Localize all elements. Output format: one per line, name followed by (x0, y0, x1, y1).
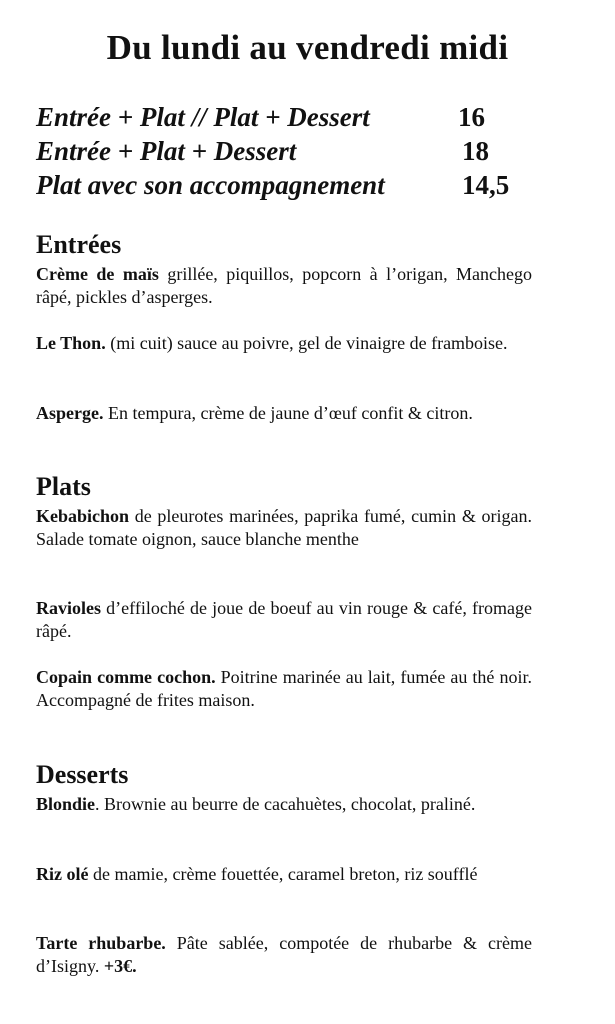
section-desserts (36, 760, 532, 976)
dish-name: Kebabichon (36, 506, 130, 526)
dish-description: de mamie, crème fouettée, caramel breton, riz soufflé (88, 864, 478, 884)
dish-name: Asperge. (36, 403, 104, 423)
dish-name: Crème de maïs (36, 264, 159, 284)
dish-text (36, 505, 532, 551)
section-plats (36, 472, 532, 710)
dish-item (36, 332, 532, 355)
formula-row (36, 100, 576, 134)
section-entrees (36, 230, 532, 423)
dish-name: Copain comme cochon. (36, 667, 216, 687)
formula-row (36, 134, 576, 168)
dish-name: Le Thon. (36, 333, 106, 353)
dish-name: Ravioles (36, 598, 101, 618)
dish-name: Blondie (36, 794, 96, 814)
dish-description: Poitrine marinée au lait, fumée au thé noir. Accompagné de frites maison. (36, 667, 532, 710)
page-title: Du lundi au vendredi midi (106, 28, 509, 67)
dish-item (36, 597, 532, 643)
dish-description: grillée, piquillos, popcorn à l’origan, Manchego râpé, pickles d’asperges. (36, 264, 532, 307)
section-title: Plats (36, 472, 91, 501)
dish-text (36, 863, 532, 886)
dish-description: de pleurotes marinées, paprika fumé, cumin & origan. Salade tomate oignon, sauce blanche menthe (36, 506, 532, 549)
formula-row (36, 168, 576, 202)
dish-text (36, 932, 532, 978)
formula-list (36, 100, 576, 202)
formula-price: 18 (462, 136, 489, 166)
formula-price: 16 (458, 102, 485, 132)
dish-description: Pâte sablée, compotée de rhubarbe & crème d’Isigny. (36, 933, 532, 976)
dish-text (36, 402, 532, 425)
dish-description: (mi cuit) sauce au poivre, gel de vinaigre de framboise. (105, 333, 508, 353)
dish-supplement: +3€. (103, 956, 137, 976)
dish-text (36, 332, 532, 355)
dish-name: Riz olé (36, 864, 89, 884)
dish-description: En tempura, crème de jaune d’œuf confit & citron. (103, 403, 473, 423)
dish-item (36, 263, 532, 309)
dish-item (36, 402, 532, 425)
dish-description: d’effiloché de joue de boeuf au vin rouge & café, fromage râpé. (36, 598, 532, 641)
formula-price: 14,5 (462, 170, 510, 200)
section-title: Desserts (36, 760, 129, 789)
dish-text (36, 263, 532, 309)
dish-text (36, 666, 532, 712)
dish-item (36, 863, 532, 886)
dish-item (36, 666, 532, 712)
dish-description: . Brownie au beurre de cacahuètes, chocolat, praliné. (95, 794, 476, 814)
formula-label: Plat avec son accompagnement (36, 170, 385, 200)
formula-label: Entrée + Plat // Plat + Dessert (36, 102, 370, 132)
dish-item (36, 793, 532, 816)
dish-item (36, 932, 532, 978)
formula-label: Entrée + Plat + Dessert (36, 136, 297, 166)
section-title: Entrées (36, 230, 122, 259)
dish-text (36, 793, 532, 816)
dish-name: Tarte rhubarbe. (36, 933, 166, 953)
dish-text (36, 597, 532, 643)
dish-item (36, 505, 532, 551)
